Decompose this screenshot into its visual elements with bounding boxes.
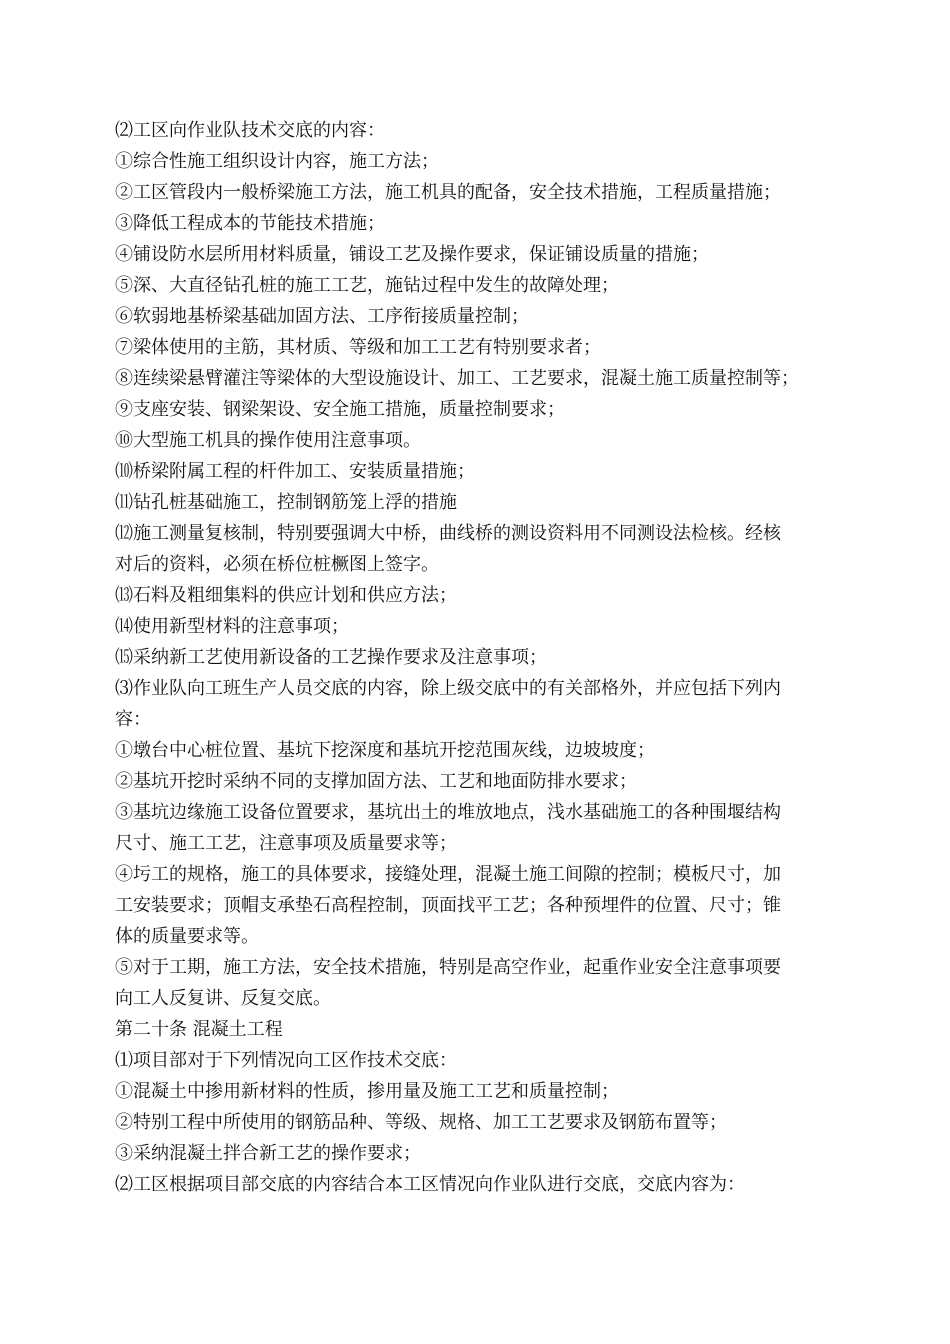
text-line-23: ③基坑边缘施工设备位置要求，基坑出土的堆放地点，浅水基础施工的各种围堰结构 bbox=[115, 802, 781, 823]
text-line-34: ③采纳混凝土拌合新工艺的操作要求； bbox=[115, 1143, 421, 1164]
text-line-16: ⒀石料及粗细集料的供应计划和供应方法； bbox=[115, 585, 457, 606]
text-line-35: ⑵工区根据项目部交底的内容结合本工区情况向作业队进行交底，交底内容为： bbox=[115, 1174, 745, 1195]
text-line-7: ⑥软弱地基桥梁基础加固方法、工序衔接质量控制； bbox=[115, 306, 529, 327]
text-line-6: ⑤深、大直径钻孔桩的施工工艺，施钻过程中发生的故障处理； bbox=[115, 275, 619, 296]
text-line-33: ②特别工程中所使用的钢筋品种、等级、规格、加工工艺要求及钢筋布置等； bbox=[115, 1112, 727, 1133]
text-line-28: ⑤对于工期，施工方法，安全技术措施，特别是高空作业，起重作业安全注意事项要 bbox=[115, 957, 781, 978]
text-line-15: 对后的资料，必须在桥位桩橛图上签字。 bbox=[115, 554, 439, 575]
document-body bbox=[115, 115, 840, 1200]
text-line-25: ④圬工的规格，施工的具体要求，接缝处理，混凝土施工间隙的控制；模板尺寸，加 bbox=[115, 864, 781, 885]
text-line-26: 工安装要求；顶帽支承垫石高程控制，顶面找平工艺；各种预埋件的位置、尺寸；锥 bbox=[115, 895, 781, 916]
text-line-19: ⑶作业队向工班生产人员交底的内容，除上级交底中的有关部格外，并应包括下列内 bbox=[115, 678, 781, 699]
text-line-9: ⑧连续梁悬臂灌注等梁体的大型设施设计、加工、工艺要求，混凝土施工质量控制等； bbox=[115, 368, 799, 389]
text-line-21: ①墩台中心桩位置、基坑下挖深度和基坑开挖范围灰线，边坡坡度； bbox=[115, 740, 655, 761]
text-line-2: ①综合性施工组织设计内容，施工方法； bbox=[115, 151, 439, 172]
text-line-17: ⒁使用新型材料的注意事项； bbox=[115, 616, 349, 637]
text-line-3: ②工区管段内一般桥梁施工方法，施工机具的配备，安全技术措施，工程质量措施； bbox=[115, 182, 781, 203]
text-line-31: ⑴项目部对于下列情况向工区作技术交底： bbox=[115, 1050, 457, 1071]
text-line-18: ⒂采纳新工艺使用新设备的工艺操作要求及注意事项； bbox=[115, 647, 547, 668]
text-line-22: ②基坑开挖时采纳不同的支撑加固方法、工艺和地面防排水要求； bbox=[115, 771, 637, 792]
text-line-24: 尺寸、施工工艺，注意事项及质量要求等； bbox=[115, 833, 457, 854]
text-line-29: 向工人反复讲、反复交底。 bbox=[115, 988, 331, 1009]
text-line-5: ④铺设防水层所用材料质量，铺设工艺及操作要求，保证铺设质量的措施； bbox=[115, 244, 709, 265]
text-line-14: ⑿施工测量复核制，特别要强调大中桥，曲线桥的测设资料用不同测设法检核。经核 bbox=[115, 523, 781, 544]
text-line-27: 体的质量要求等。 bbox=[115, 926, 259, 947]
text-line-20: 容： bbox=[115, 709, 151, 730]
text-line-12: ⑽桥梁附属工程的杆件加工、安装质量措施； bbox=[115, 461, 475, 482]
text-line-1: ⑵工区向作业队技术交底的内容： bbox=[115, 120, 385, 141]
text-line-10: ⑨支座安装、钢梁架设、安全施工措施，质量控制要求； bbox=[115, 399, 565, 420]
text-line-8: ⑦梁体使用的主筋，其材质、等级和加工工艺有特别要求者； bbox=[115, 337, 601, 358]
text-line-11: ⑩大型施工机具的操作使用注意事项。 bbox=[115, 430, 421, 451]
text-line-4: ③降低工程成本的节能技术措施； bbox=[115, 213, 385, 234]
text-line-13: ⑾钻孔桩基础施工，控制钢筋笼上浮的措施 bbox=[115, 492, 457, 513]
text-line-32: ①混凝土中掺用新材料的性质，掺用量及施工工艺和质量控制； bbox=[115, 1081, 619, 1102]
section-heading: 第二十条 混凝土工程 bbox=[115, 1019, 283, 1040]
